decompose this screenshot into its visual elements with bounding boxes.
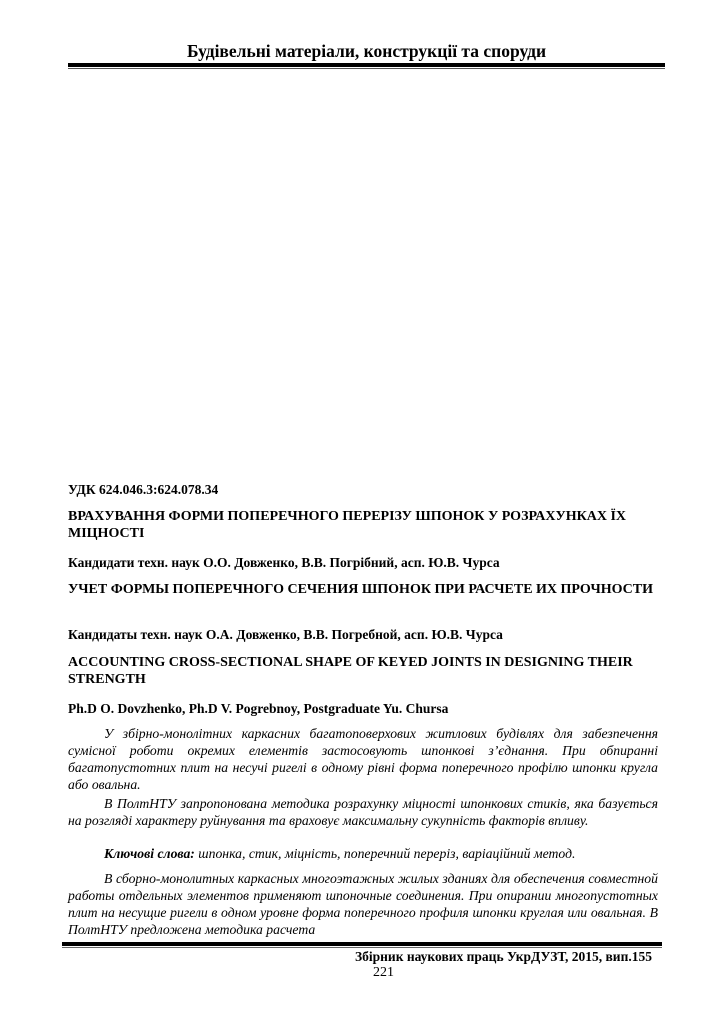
header-rule xyxy=(68,63,665,67)
abstract-paragraph-text: В сборно-монолитных каркасных многоэтажных жилых зданиях для обеспечения совместной работы отдельных элементов применяют шпоночные соединения. При опирании многопустотных плит на несущие ригели в одном уровне форма поперечного профиля шпонки круглая или овальная. В ПолтНТУ предложена методика расчета xyxy=(68,871,658,937)
udc-code: УДК 624.046.3:624.078.34 xyxy=(68,482,219,497)
abstract-ukrainian-paragraph-2 xyxy=(68,795,658,829)
abstract-paragraph-text: В ПолтНТУ запропонована методика розрахунку міцності шпонкових стиків, яка базується на розгляді характеру руйнування та враховує максимальну сукупність факторів впливу. xyxy=(68,796,658,828)
abstract-russian-paragraph-1 xyxy=(68,870,658,938)
footer-journal-citation: Збірник наукових праць УкрДУЗТ, 2015, вип.155 xyxy=(355,949,652,964)
footer-rule-thin xyxy=(62,947,662,948)
title-english: ACCOUNTING CROSS-SECTIONAL SHAPE OF KEYED JOINTS IN DESIGNING THEIR STRENGTH xyxy=(68,655,633,687)
authors-ukrainian: Кандидати техн. наук О.О. Довженко, В.В. Погрібний, асп. Ю.В. Чурса xyxy=(68,555,500,570)
keywords-text: шпонка, стик, міцність, поперечний переріз, варіаційний метод. xyxy=(194,846,576,861)
footer-rule xyxy=(62,942,662,946)
title-ukrainian: ВРАХУВАННЯ ФОРМИ ПОПЕРЕЧНОГО ПЕРЕРІЗУ ШПОНОК У РОЗРАХУНКАХ ЇХ МІЦНОСТІ xyxy=(68,509,627,541)
title-russian: УЧЕТ ФОРМЫ ПОПЕРЕЧНОГО СЕЧЕНИЯ ШПОНОК ПРИ РАСЧЕТЕ ИХ ПРОЧНОСТИ xyxy=(68,582,654,597)
keywords xyxy=(68,845,658,862)
abstract-paragraph-text: У збірно-монолітних каркасних багатоповерхових житлових будівлях для забезпечення сумісної роботи окремих елементів застосовують шпонкові з’єднання. При обпиранні багатопустотних плит на несучі ригелі в одному рівні форма поперечного профілю шпонки кругла або овальна. xyxy=(68,726,658,792)
abstract-ukrainian-paragraph-1 xyxy=(68,725,658,793)
running-header-section-title: Будівельні матеріали, конструкції та споруди xyxy=(186,41,547,61)
header-rule-thin xyxy=(68,68,665,69)
keywords-label: Ключові слова: xyxy=(104,846,195,861)
page-number: 221 xyxy=(373,965,394,980)
authors-russian: Кандидаты техн. наук О.А. Довженко, В.В. Погребной, асп. Ю.В. Чурса xyxy=(68,627,503,642)
authors-english: Ph.D O. Dovzhenko, Ph.D V. Pogrebnoy, Postgraduate Yu. Chursa xyxy=(68,701,449,716)
